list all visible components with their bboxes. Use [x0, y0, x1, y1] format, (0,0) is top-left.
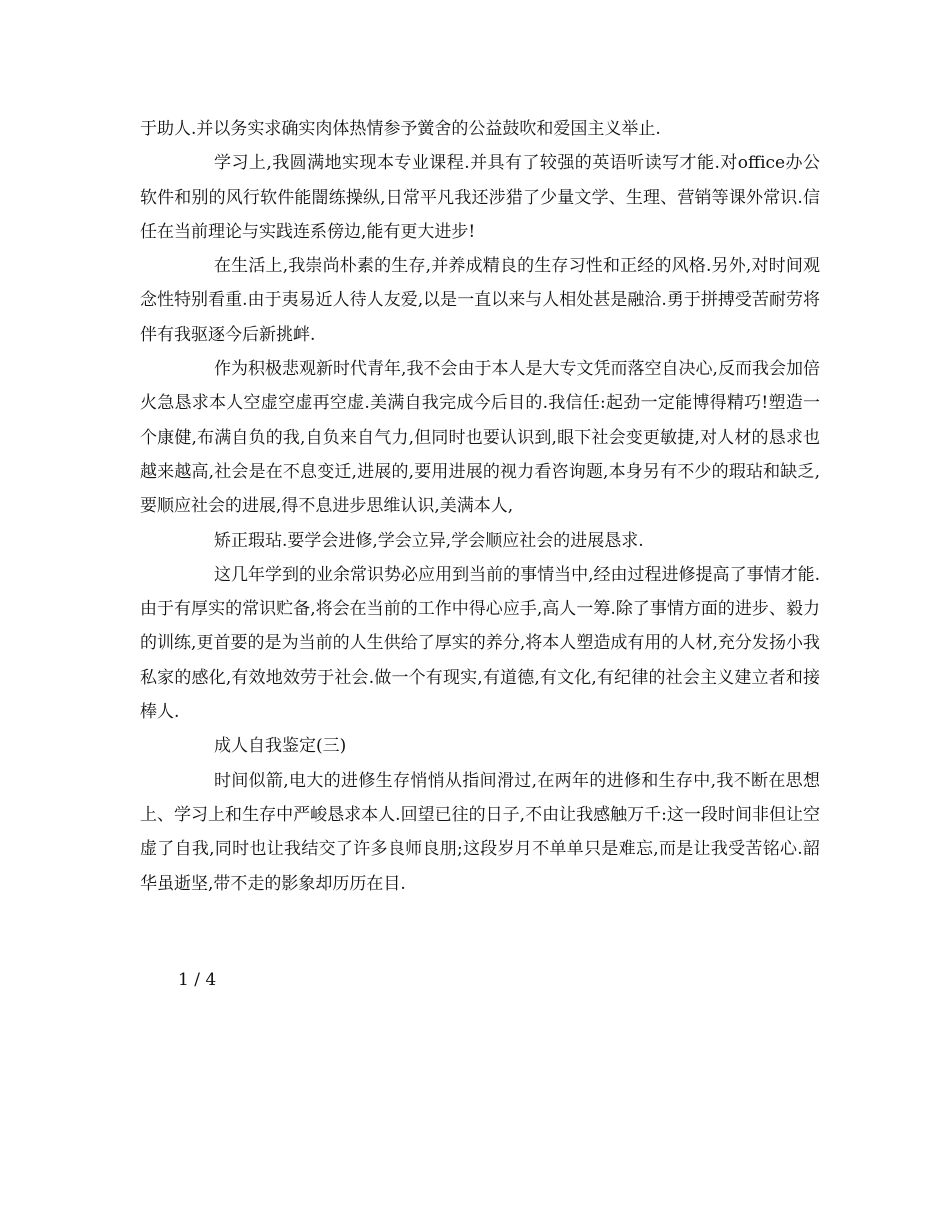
section-heading: 成人自我鉴定(三)	[214, 736, 347, 757]
paragraph-6: 这几年学到的业余常识势必应用到当前的事情当中,经由过程进修提高了事情才能.由于有厚实的常识贮备,将会在当前的工作中得心应手,高人一筹.除了事情方面的进步、毅力的训练,更首要的是为当前的人生供给了厚实的养分,将本人塑造成有用的人材,充分发扬小我私家的感化,有效地效劳于社会.做一个有现实,有道德,有文化,有纪律的社会主义建立者和接棒人.	[140, 564, 820, 723]
paragraph-7: 时间似箭,电大的进修生存悄悄从指间滑过,在两年的进修和生存中,我不断在思想上、学习上和生存中严峻恳求本人.回望已往的日子,不由让我感触万千:这一段时间非但让空虚了自我,同时也让我结交了许多良师良朋;这段岁月不单单只是难忘,而是让我受苦铭心.韶华虽逝坚,带不走的影象却历历在目.	[140, 770, 820, 894]
paragraph-4: 作为积极悲观新时代青年,我不会由于本人是大专文凭而落空自决心,反而我会加倍火急恳求本人空虚空虚再空虚.美满自我完成今后目的.我信任:起劲一定能博得精巧!塑造一个康健,布满自负的我,自负来自气力,但同时也要认识到,眼下社会变更敏捷,对人材的恳求也越来越高,社会是在不息变迁,进展的,要用进展的视力看咨询题,本身另有不少的瑕玷和缺乏,要顺应社会的进展,得不息进步思维认识,美满本人,	[140, 359, 820, 517]
paragraph-3: 在生活上,我崇尚朴素的生存,并养成精良的生存习性和正经的风格.另外,对时间观念性特别看重.由于夷易近人待人友爱,以是一直以来与人相处甚是融洽.勇于拼搏受苦耐劳将伴有我驱逐今后新挑衅.	[140, 256, 820, 345]
paragraph-5: 矫正瑕玷.要学会进修,学会立异,学会顺应社会的进展恳求.	[214, 530, 644, 551]
page-number: 1 / 4	[178, 970, 217, 990]
document-body	[140, 112, 820, 901]
paragraph-1: 于助人.并以务实求确实肉体热情参予黉舍的公益鼓吹和爱国主义举止.	[140, 119, 661, 139]
paragraph-2: 学习上,我圆满地实现本专业课程.并具有了较强的英语听读写才能.对office办公软件和别的风行软件能闇练操纵,日常平凡我还涉猎了少量文学、生理、营销等课外常识.信任在当前理论与实践连系傍边,能有更大进步!	[140, 153, 820, 242]
